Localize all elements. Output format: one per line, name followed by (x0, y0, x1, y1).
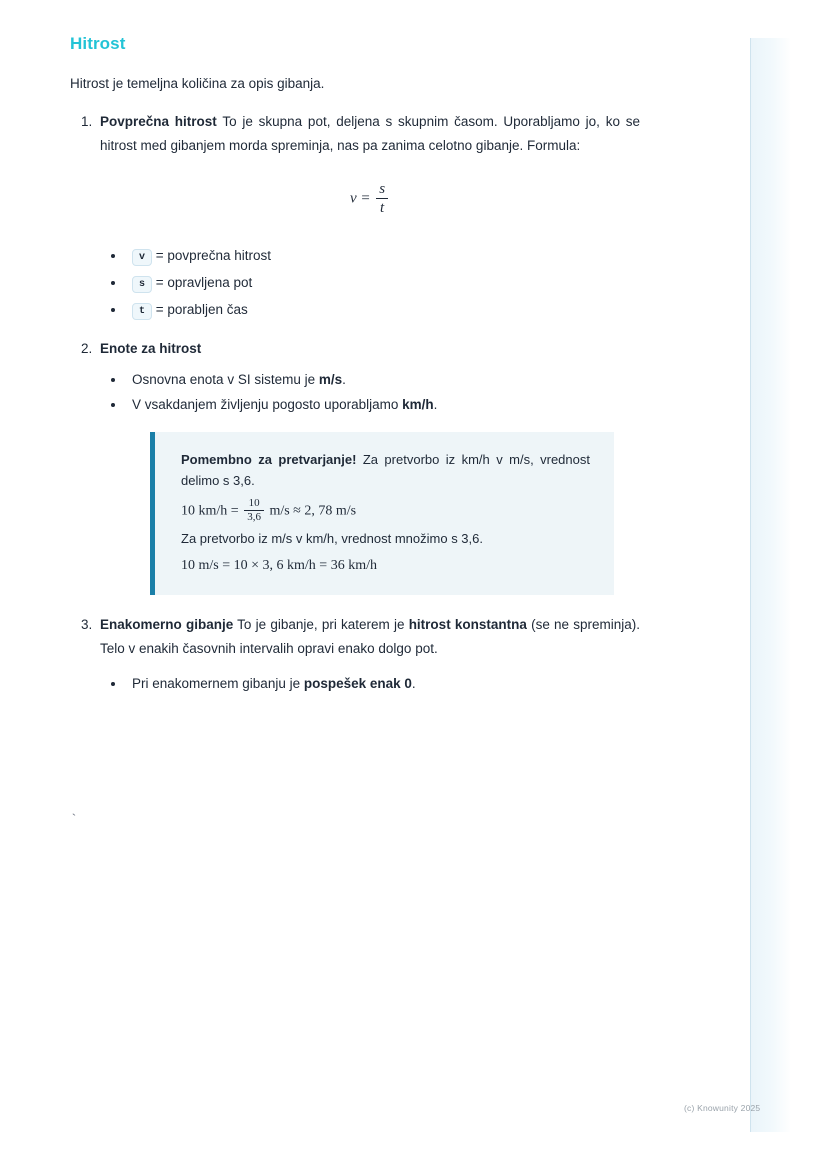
main-ordered-list (70, 110, 640, 697)
conversion-callout (150, 432, 614, 595)
item-3-body-bold: hitrost konstantna (408, 617, 527, 633)
list-item-variable-t (126, 296, 640, 323)
callout-math1-numerator: 10 (244, 497, 264, 512)
variable-meaning-s: = opravljena pot (155, 275, 253, 290)
si-unit-post: . (342, 371, 346, 387)
callout-math-line-2: 10 m/s = 10 × 3, 6 km/h = 36 km/h (181, 557, 377, 573)
callout-main-text (181, 450, 590, 492)
list-item-uniform-motion (96, 613, 640, 697)
item-1-body: To je skupna pot, deljena s skupnim časom. Uporabljamo jo, ko se hitrost med gibanjem morda spreminja, nas pa zanima celotno gibanje. Formula: (100, 114, 640, 153)
callout-math1-post: m/s ≈ 2, 78 m/s (269, 502, 357, 518)
acceleration-note-list (100, 670, 640, 697)
list-item-si-unit (126, 367, 640, 393)
si-unit-pre: Osnovna enota v SI sistemu je (132, 371, 319, 387)
callout-math1-denominator: 3,6 (247, 511, 261, 524)
callout-math1-fraction (244, 497, 264, 526)
item-3-body-pre: To je gibanje, pri katerem je (233, 617, 409, 633)
formula-fraction (376, 180, 388, 219)
callout-math1-pre: 10 km/h = (181, 502, 239, 518)
list-item-units (96, 337, 640, 595)
variable-meaning-t: = porabljen čas (155, 302, 248, 317)
list-item-variable-v (126, 242, 640, 269)
formula-denominator: t (380, 200, 385, 217)
item-3-body-post: (se ne spreminja). Telo v enakih časovnih intervalih opravi enako dolgo pot. (100, 617, 641, 656)
units-list (100, 367, 640, 418)
variable-symbol-t: t (132, 303, 152, 320)
list-item-acceleration-zero (126, 670, 640, 697)
right-strip-divider (750, 38, 751, 1132)
footer-copyright: (c) Knowunity 2025 (684, 1103, 761, 1113)
everyday-unit-pre: V vsakdanjem življenju pogosto uporabljamo (132, 397, 403, 413)
item-2-lead: Enote za hitrost (100, 341, 202, 356)
everyday-unit-value: km/h (402, 397, 434, 413)
acceleration-note-post: . (411, 676, 416, 692)
everyday-unit-post: . (433, 397, 438, 413)
formula-lhs: v = (349, 190, 371, 207)
stray-backtick: ` (70, 812, 78, 827)
speed-formula (100, 180, 640, 219)
variable-symbol-s: s (132, 276, 152, 293)
right-gradient-strip (750, 38, 791, 1132)
acceleration-note-bold: pospešek enak 0 (303, 676, 412, 692)
formula-numerator: s (376, 180, 388, 200)
callout-second-text: Za pretvorbo iz m/s v km/h, vrednost množimo s 3,6. (181, 531, 483, 546)
list-item-everyday-unit (126, 392, 640, 418)
list-item-average-speed (96, 110, 640, 323)
variable-meaning-v: = povprečna hitrost (155, 248, 271, 263)
page-title: Hitrost (70, 34, 126, 53)
item-3-lead: Enakomerno gibanje (100, 617, 234, 633)
variables-list (100, 242, 640, 323)
variable-symbol-v: v (132, 249, 152, 266)
callout-math-line-1 (181, 497, 590, 526)
intro-paragraph: Hitrost je temeljna količina za opis gibanja. (70, 76, 325, 91)
acceleration-note-pre: Pri enakomernem gibanju je (132, 676, 304, 692)
list-item-variable-s (126, 269, 640, 296)
si-unit-value: m/s (318, 371, 343, 387)
item-1-lead: Povprečna hitrost (100, 114, 217, 130)
document-content (70, 34, 640, 703)
callout-lead: Pomembno za pretvarjanje! (181, 451, 357, 467)
callout-text: Za pretvorbo iz km/h v m/s, vrednost delimo s 3,6. (181, 451, 590, 488)
